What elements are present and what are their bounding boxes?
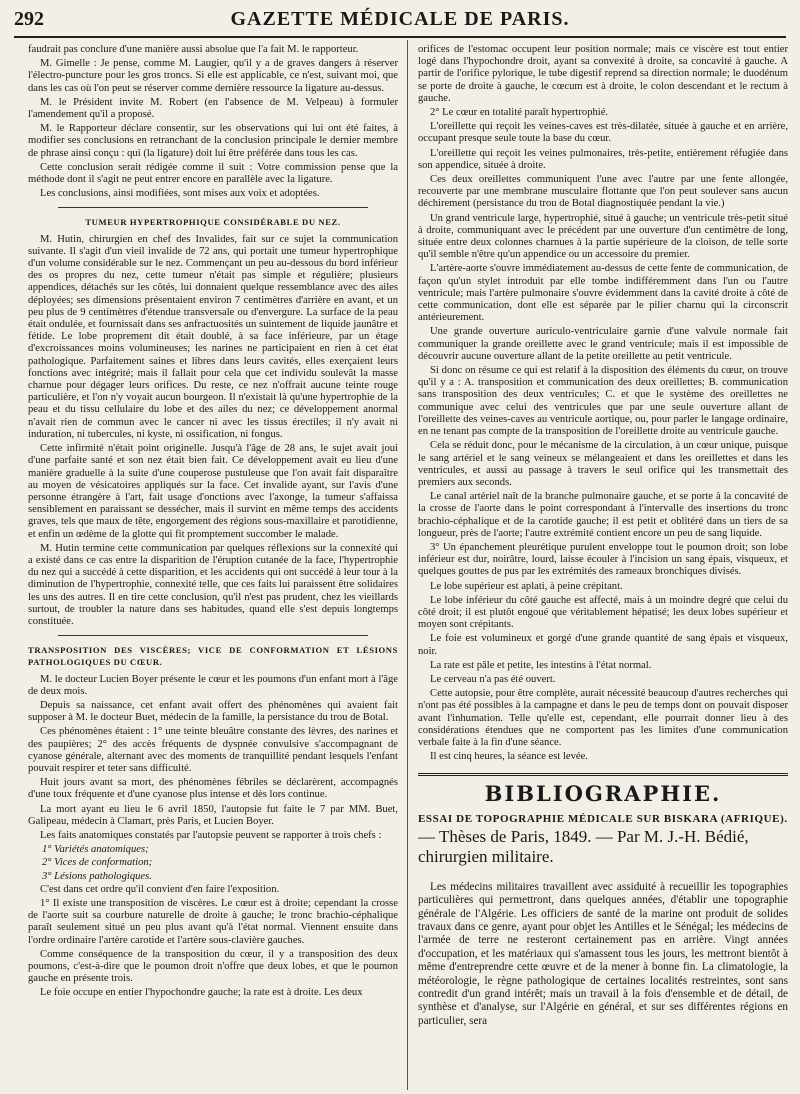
paragraph: Cette conclusion serait rédigée comme il suit : Votre commission pense que la méthode dont il s'agit ne peut entrer encore en parallèle avec la ligature. <box>28 161 398 186</box>
paragraph: M. le Président invite M. Robert (en l'absence de M. Velpeau) à formuler l'amendement qu'il a proposé. <box>28 96 398 121</box>
paragraph: Le foie est volumineux et gorgé d'une grande quantité de sang épais et visqueux, noir. <box>418 633 788 657</box>
paragraph: Il est cinq heures, la séance est levée. <box>430 751 588 763</box>
paragraph: M. Gimelle : Je pense, comme M. Laugier, qu'il y a de graves dangers à réserver l'électro-puncture pour les gros troncs. Si elle est applicable, ce n'est, suivant moi, que dans les cas où l'on peut se réserver comme dernière ressource la ligature au-dessus. <box>28 58 398 94</box>
section-separator <box>58 635 368 636</box>
paragraph: Cette autopsie, pour être complète, aurait nécessité beaucoup d'autres recherches qui n'ont pas été possibles à la campagne et dans le peu de temps dont on pouvait disposer avant l'inhumation. Telle qu'elle est, cependant, elle pourrait donner lieu à des considérations étendues que ne comportent pas les limites d'une communication verbale faite à la fin d'une séance. <box>418 688 788 748</box>
paragraph: Les médecins militaires travaillent avec assiduité à recueillir les topographies particulières qui permettront, dans quelques années, d'établir une topographie générale de l'Algérie. Les officiers de santé de la marine ont produit de solides travaux dans ce genre, ayant pour objet les Antilles et le Sénégal; les médecins de l'armée de terre ne resteront certainement pas en arrière. Vingt années d'occupation, et les matériaux qui s'amassent tous les jours, les mettront bientôt à même d'entreprendre cette œuvre et de la mener à bonne fin. La climatologie, la météorologie, le règne pathologique de certaines localités restreintes, sont sans contredit d'un grand intérêt; mais un travail à la fois d'ensemble et de détail, de synthèse et d'analyse, sur l'Algérie en général, et sur ses différentes régions en particulier, sera <box>418 880 788 1027</box>
paragraph: faudrait pas conclure d'une manière aussi absolue que l'a fait M. le rapporteur. <box>28 44 359 55</box>
section-heading: TUMEUR HYPERTROPHIQUE CONSIDÉRABLE DU NEZ. <box>85 217 341 228</box>
paragraph: M. le docteur Lucien Boyer présente le cœur et les poumons d'un enfant mort à l'âge de deux mois. <box>28 673 398 697</box>
paragraph: La rate est pâle et petite, les intestins à l'état normal. <box>430 659 652 671</box>
section-heading: TRANSPOSITION DES VISCÈRES; VICE DE CONFORMATION ET LÉSIONS PATHOLOGIQUES DU CŒUR. <box>28 645 398 668</box>
paragraph: Huit jours avant sa mort, des phénomènes fébriles se déclarèrent, accompagnés d'une toux fréquente et d'une cyanose plus intense et dès lors continue. <box>28 777 398 801</box>
right-column <box>418 44 788 1089</box>
paragraph: 2° Le cœur en totalité paraît hypertrophié. <box>430 107 609 119</box>
paragraph: Cela se réduit donc, pour le mécanisme de la circulation, à un cœur unique, puisque le sang artériel et le sang veineux se mélangeaient et dans les oreillettes et dans les ventricules, et aussi au passage à travers le seul orifice qui les transmettait des premiers aux seconds. <box>418 440 788 488</box>
paragraph: Si donc on résume ce qui est relatif à la disposition des éléments du cœur, on trouve qu'il y a : A. transposition et communication des deux oreillettes; B. communication sans transposition des deux ventricules; C. et que le système des oreillettes ne communique avec celui des ventricules que par une seule ouverture allant de l'oreillette des veines-caves au ventricule aortique, ou, pour parler le langage ordinaire, en ne tenant pas compte de la transposition de l'oreillette droite au ventricule gauche. <box>418 365 788 438</box>
bibliography-heading: BIBLIOGRAPHIE. <box>484 781 722 807</box>
paragraph: Depuis sa naissance, cet enfant avait offert des phénomènes qui avaient fait supposer à M. le docteur Buet, médecin de la famille, la persistance du trou de Botal. <box>28 699 398 724</box>
paragraph: Le lobe supérieur est aplati, à peine crépitant. <box>430 580 623 592</box>
page-number: 292 <box>14 8 44 30</box>
section-separator <box>58 207 368 208</box>
paragraph: L'artère-aorte s'ouvre immédiatement au-dessus de cette fente de communication, de façon qu'un stylet introduit par elle tombe indifféremment dans l'un ou l'autre ventricule; mais l'artère pulmonaire s'ouvre évidemment dans la cavité droite à côté de cette communication, dont elle est séparée par le pilier charnu qui la circonscrit antérieurement. <box>418 263 788 324</box>
paragraph: Le foie occupe en entier l'hypochondre gauche; la rate est à droite. Les deux <box>40 987 363 999</box>
header-rule <box>14 36 786 38</box>
paragraph: orifices de l'estomac occupent leur position normale; mais ce viscère est tout entier logé dans l'hypochondre droit, ayant sa convexité à droite, sa concavité à gauche. A partir de l'orifice pylorique, le tube digestif reprend sa direction normale; le duodénum se porte de droite à gauche, le cœcum est à droite, le colon descendant et le rectum à gauche. <box>418 44 788 104</box>
bibliography-rule <box>418 773 788 776</box>
journal-title: GAZETTE MÉDICALE DE PARIS. <box>230 8 570 30</box>
paragraph: Cette infirmité n'était point originelle. Jusqu'à l'âge de 28 ans, le sujet avait joui d'une parfaite santé et son nez était bien fait. Ce développement avait eu lieu d'une manière graduelle à la suite d'une couperose pustuleuse que l'on avait fait disparaître au moyen de vésicatoires appliqués sur la face. Cet invalide ayant, sur l'avis d'une personne étrangère à l'art, fait usage d'onctions avec l'axonge, la tumeur s'affaissa sensiblement en paraissant se dessécher, mais il survint en même temps des accidents graves, tels que maux de tête, engorgement des régions sous-maxillaire et parotidienne, et enfin un œdème de la glotte qui fit promptement succomber le malade. <box>28 443 398 540</box>
paragraph: C'est dans cet ordre qu'il convient d'en faire l'exposition. <box>40 883 280 895</box>
list-item: 1° Variétés anatomiques; <box>42 844 149 856</box>
list-item: 3° Lésions pathologiques. <box>42 870 152 882</box>
paragraph: M. Hutin, chirurgien en chef des Invalides, fait sur ce sujet la communication suivante. Il s'agit d'un vieil invalide de 72 ans, qui portait une tumeur hypertrophique d'un volume considérable sur le nez. Commençant un peu au-dessous du bord inférieur des os propres du nez, cette tumeur n'était pas simple et régulière; plusieurs appendices, détachés sur les côtés, lui donnaient quelque ressemblance avec des ailes déployées; ses dimensions présentaient environ 7 centimètres d'arrière en avant, et un peu plus de 9 centimètres d'étendue transversale ou d'envergure. La surface de la peau était ondulée, et fournissait dans ses anfractuosités un suintement de liquide jaunâtre et fétide. Le lobe proprement dit était doublé, à sa face inférieure, par un étage d'excroissances moins volumineuses; les narines ne participaient en rien à cet état pathologique. Parfaitement saines et libres dans leurs cavités, elles exerçaient leurs fonctions avec intégrité; mais il fallait pour cela que cet individu soulevât la masse charnue pour dégager leurs orifices. Du reste, ce nez n'offrait aucune teinte rouge particulière, et l'on n'y voyait aucun bourgeon. Il n'existait là qu'une hypertrophie de la peau et du tissu cellulaire du lobe et des ailes du nez; ce développement anormal n'avait rien de commun avec le cancer ni avec les tissus érectiles; il n'y avait ni induration, ni tubercules, ni kyste, ni ossification, ni fongus. <box>28 233 398 440</box>
paragraph: Le lobe inférieur du côté gauche est affecté, mais à un moindre degré que celui du côté droit; il est plutôt engoué que véritablement hépatisé; les deux lobes supérieur et moyen sont crépitants. <box>418 594 788 631</box>
left-column <box>28 44 398 1089</box>
paragraph: Une grande ouverture auriculo-ventriculaire garnie d'une valvule normale fait communiquer la grande oreillette avec le grand ventricule; mais il est impossible de découvrir aucune ouverture allant de la petite oreillette au petit ventricule. <box>418 326 788 362</box>
page-header <box>14 8 786 38</box>
paragraph: La mort ayant eu lieu le 6 avril 1850, l'autopsie fut faite le 7 par MM. Buet, Galipeau, médecin à Clamart, près Paris, et Lucien Boyer. <box>28 803 398 827</box>
paragraph: M. Hutin termine cette communication par quelques réflexions sur la connexité qui a existé dans ce cas entre la disparition de l'éruption cutanée de la face, l'hypertrophie du nez qui a succédé à cette disparition, et les accidents qui ont succédé à leur tour à la diminution de l'hypertrophie, connexité telle, que ces faits lui paraissent être solidaires les uns des autres. Il en tire cette conclusion, qu'il n'est pas prudent, chez les vieillards surtout, de troubler la nature dans ses habitudes, quand elle s'est depuis longtemps constituée. <box>28 542 398 627</box>
list-item: 2° Vices de conformation; <box>42 857 153 869</box>
paragraph: Ces phénomènes étaient : 1° une teinte bleuâtre constante des lèvres, des narines et des paupières; 2° des accès fréquents de dyspnée convulsive s'accompagnant de cyanose générale, alternant avec des moments de tranquillité pendant lesquels l'enfant pouvait respirer et teter sans difficulté. <box>28 726 398 774</box>
paragraph: L'oreillette qui reçoit les veines-caves est très-dilatée, située à gauche et en arrière, occupant presque seule toute la base du cœur. <box>418 121 788 145</box>
paragraph: Le cerveau n'a pas été ouvert. <box>430 673 556 685</box>
essay-title: ESSAI DE TOPOGRAPHIE MÉDICALE SUR BISKARA (AFRIQUE). <box>418 812 788 825</box>
paragraph: Ces deux oreillettes communiquent l'une avec l'autre par une fente allongée, recouverte par une membrane musculaire flottante que l'on peut soulever sans aucun déchirement (persistance du trou de Botal diagnostiquée pendant la vie.) <box>418 174 788 210</box>
paragraph: M. le Rapporteur déclare consentir, sur les observations qui lui ont été faites, à modifier ses conclusions en retranchant de la conclusion principale le dernier membre de phrase ainsi conçu : qui (la ligature) doit lui être préférée dans tous les cas. <box>28 123 398 159</box>
paragraph: Comme conséquence de la transposition du cœur, il y a transposition des deux poumons, c'est-à-dire que le poumon droit n'offre que deux lobes, et que le poumon gauche en présente trois. <box>28 948 398 985</box>
paragraph: 1° Il existe une transposition de viscères. Le cœur est à droite; cependant la crosse de l'aorte suit sa courbure naturelle de droite à gauche; le tronc brachio-céphalique paraît seulement situé un peu plus avant qu'à l'état normal. Viennent ensuite dans l'ordre ordinaire l'artère carotide et l'artère sous-clavière gauches. <box>28 898 398 946</box>
paragraph: Le canal artériel naît de la branche pulmonaire gauche, et se porte à la concavité de la crosse de l'aorte dans le point correspondant à l'intervalle des insertions du tronc brachio-céphalique et de la carotide gauche; il est petit et oblitéré dans un tiers de sa longueur, près de l'aorte; l'autre extrémité contient encore un peu de sang liquide. <box>418 491 788 539</box>
paragraph: L'oreillette qui reçoit les veines pulmonaires, très-petite, entièrement réfugiée dans son appendice, située à droite. <box>418 147 788 171</box>
paragraph: 3° Un épanchement pleurétique purulent enveloppe tout le poumon droit; son lobe inférieur est dur, noirâtre, lourd, laisse écouler à l'incision un sang épais, visqueux, et quelques gouttes de pus par les extrémités des rameaux bronchiques divisés. <box>418 541 788 578</box>
paragraph: Les faits anatomiques constatés par l'autopsie peuvent se rapporter à trois chefs : <box>40 829 382 841</box>
paragraph: Un grand ventricule large, hypertrophié, situé à gauche; un ventricule très-petit situé à droite, communiquant avec le précédent par une ouverture d'un centimètre de long, située entre deux colonnes charnues à la partie supérieure de la cloison, de telle sorte qu'il semble n'être qu'un appendice ou un accessoire du premier. <box>418 212 788 261</box>
paragraph: Les conclusions, ainsi modifiées, sont mises aux voix et adoptées. <box>40 188 320 200</box>
theses-line: — Thèses de Paris, 1849. — Par M. J.-H. Bédié, chirurgien militaire. <box>418 826 749 866</box>
column-divider <box>407 40 408 1090</box>
